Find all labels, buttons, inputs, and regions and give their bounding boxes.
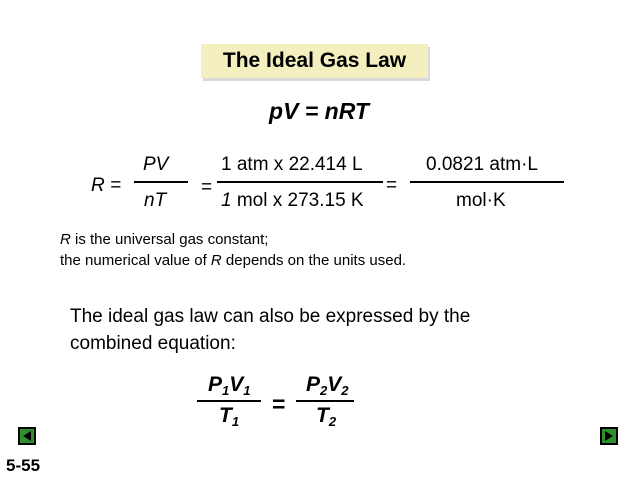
fraction1-numerator: PV [143,154,169,175]
right-numerator: $P_2V_2$ [306,373,349,398]
next-slide-button[interactable] [600,427,618,445]
fraction3-denominator: mol·K [456,190,506,211]
combined-text-line-1: The ideal gas law can also be expressed by the [70,306,471,327]
fraction3-numerator: 0.0821 atm·L [426,154,538,175]
previous-slide-button[interactable] [18,427,36,445]
equals-sign-2: = [386,175,398,196]
fraction1-denominator: nT [144,190,167,211]
left-fraction-bar [197,400,261,402]
note-line-2: the numerical value of R depends on the units used. [60,252,407,269]
r-equals: R = [91,175,122,196]
fraction2-numerator: 1 atm x 22.414 L [221,154,363,175]
main-equation: pV = nRT [269,98,369,124]
left-numerator: $P_1V_1$ [208,373,251,398]
slide-title: The Ideal Gas Law [201,44,428,78]
fraction3-bar [410,181,564,183]
left-denominator: $T_1$ [219,404,240,429]
equals-sign-1: = [201,177,213,198]
triangle-left-icon [20,429,34,443]
triangle-right-icon [602,429,616,443]
fraction2-bar [217,181,383,183]
right-fraction-bar [296,400,354,402]
fraction2-denominator: 1 mol x 273.15 K [221,190,364,211]
combined-equals: = [272,391,286,417]
fraction1-bar [134,181,188,183]
slide-number: 5-55 [6,456,41,475]
note-line-1: R is the universal gas constant; [60,231,269,248]
right-denominator: $T_2$ [316,404,337,429]
combined-text-line-2: combined equation: [70,333,236,354]
